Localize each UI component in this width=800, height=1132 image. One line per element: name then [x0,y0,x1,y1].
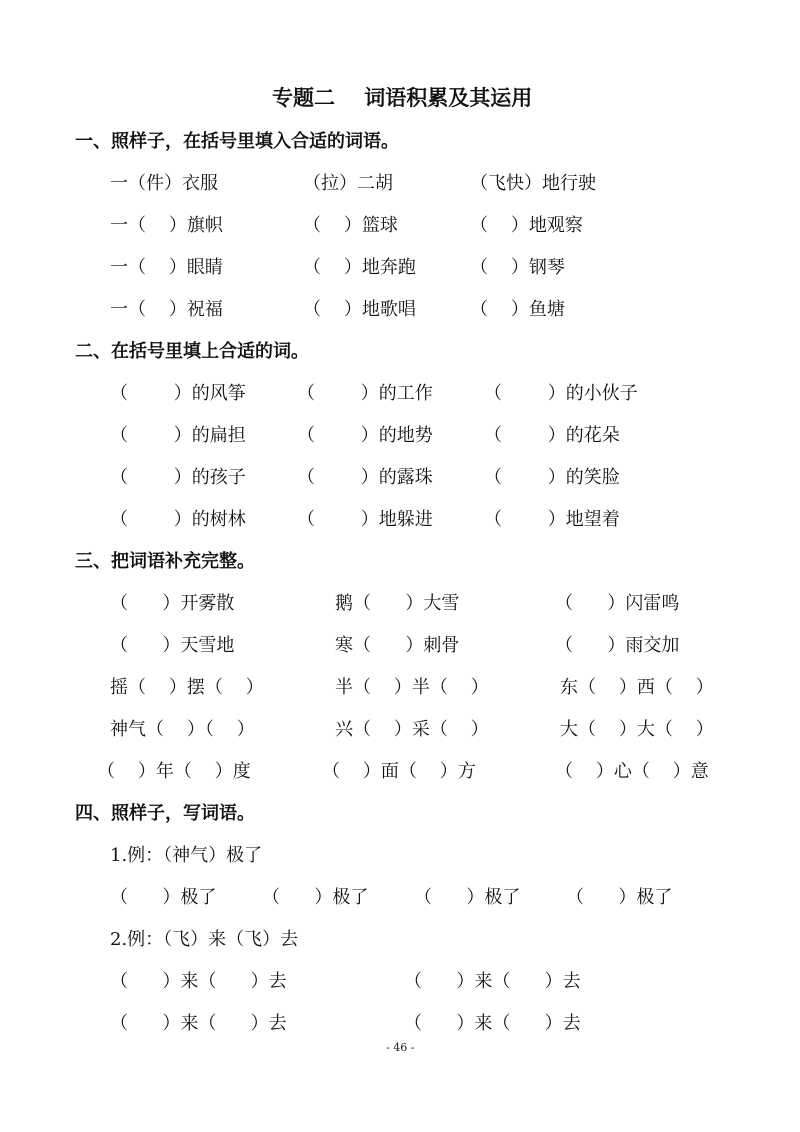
s2-r1-c2: （ ）的工作 [297,383,433,404]
s1-r3-c3: （ ）钢琴 [470,257,565,278]
s3-r2-c2: 寒（ ）刺骨 [335,635,460,656]
s1-r1-c1: 一（件）衣服 [110,173,218,194]
s2-r2-c1: （ ）的扁担 [110,425,246,446]
s2-r3-c2: （ ）的露珠 [297,467,433,488]
s3-r4-c1: 神气（ ）（ ） [110,719,255,740]
s1-r2-c1: 一（ ）旗帜 [110,215,223,236]
s3-r2-c3: （ ）雨交加 [555,635,680,656]
s3-r4-c2: 兴（ ）采（ ） [335,719,489,740]
s4-r2-c1: （ ）来（ ）去 [110,971,287,992]
s1-r2-c2: （ ）篮球 [303,215,398,236]
s4-r1-c2: （ ）极了 [262,887,369,908]
s3-r1-c1: （ ）开雾散 [110,593,235,614]
s1-r3-c2: （ ）地奔跑 [303,257,416,278]
s3-r5-c1: （ ）年（ ）度 [97,761,251,782]
s3-r3-c2: 半（ ）半（ ） [335,677,489,698]
s3-r2-c1: （ ）天雪地 [110,635,235,656]
section-1-heading: 一、照样子，在括号里填入合适的词语。 [75,131,399,152]
s3-r1-c3: （ ）闪雷鸣 [555,593,680,614]
s3-r5-c2: （ ）面（ ）方 [322,761,476,782]
s4-r2-c2: （ ）来（ ）去 [404,971,581,992]
page-number: - 46 - [386,1041,415,1054]
s2-r4-c3: （ ）地望着 [484,509,620,530]
s2-r2-c3: （ ）的花朵 [484,425,620,446]
s1-r2-c3: （ ）地观察 [470,215,583,236]
s2-r3-c1: （ ）的孩子 [110,467,246,488]
s4-r3-c2: （ ）来（ ）去 [404,1013,581,1034]
section-4-heading: 四、照样子，写词语。 [75,803,255,824]
s4-r1-c4: （ ）极了 [566,887,673,908]
s2-r1-c1: （ ）的风筝 [110,383,246,404]
s4-example-1: 1.例：（神气）极了 [110,845,263,866]
s3-r4-c3: 大（ ）大（ ） [560,719,714,740]
s4-r3-c1: （ ）来（ ）去 [110,1013,287,1034]
page-title: 专题二 词语积累及其运用 [272,86,533,110]
s1-r1-c3: （飞快）地行驶 [470,173,596,194]
s2-r4-c2: （ ）地躲进 [297,509,433,530]
s1-r4-c3: （ ）鱼塘 [470,299,565,320]
section-2-heading: 二、在括号里填上合适的词。 [75,341,309,362]
s2-r4-c1: （ ）的树林 [110,509,246,530]
s4-example-2: 2.例：（飞）来（飞）去 [110,929,299,950]
s3-r1-c2: 鹅（ ）大雪 [335,593,460,614]
s1-r4-c2: （ ）地歌唱 [303,299,416,320]
s4-r1-c3: （ ）极了 [414,887,521,908]
section-3-heading: 三、把词语补充完整。 [75,551,255,572]
s1-r1-c2: （拉）二胡 [303,173,393,194]
s2-r3-c3: （ ）的笑脸 [484,467,620,488]
s3-r3-c3: 东（ ）西（ ） [560,677,714,698]
s4-r1-c1: （ ）极了 [110,887,217,908]
s2-r2-c2: （ ）的地势 [297,425,433,446]
s1-r3-c1: 一（ ）眼睛 [110,257,223,278]
s2-r1-c3: （ ）的小伙子 [484,383,638,404]
s3-r5-c3: （ ）心（ ）意 [555,761,709,782]
s3-r3-c1: 摇（ ）摆（ ） [110,677,264,698]
s1-r4-c1: 一（ ）祝福 [110,299,223,320]
